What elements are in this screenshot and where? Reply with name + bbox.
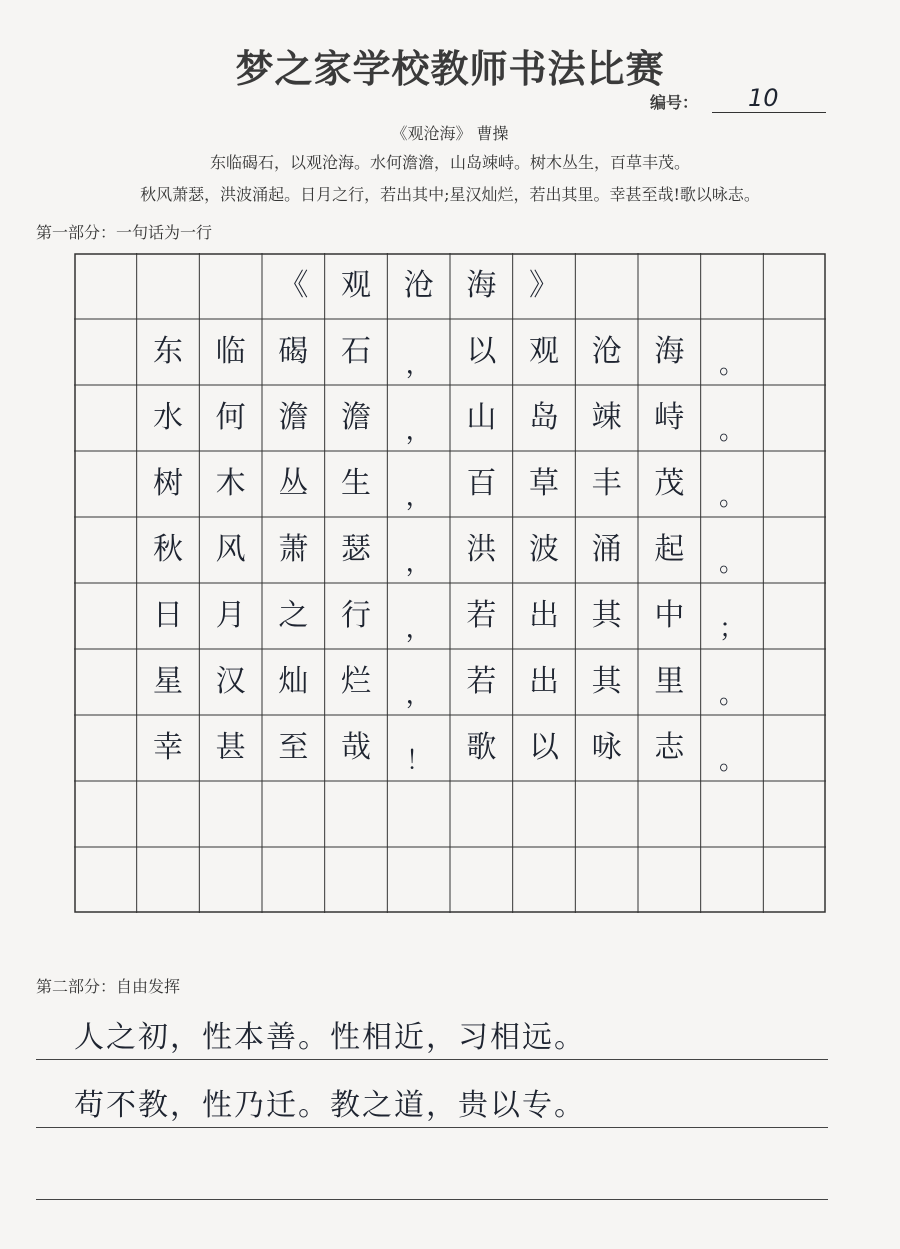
grid-cell-char: 起 [654, 532, 685, 567]
grid-cell-char: 至 [278, 730, 309, 765]
poem-line-2: 秋风萧瑟，洪波涌起。日月之行，若出其中;星汉灿烂，若出其里。幸甚至哉!歌以咏志。 [140, 185, 760, 204]
grid-cell-char: 澹 [340, 400, 371, 435]
grid-cell-char: 星 [152, 664, 183, 699]
grid-cell-char: 烂 [340, 664, 371, 699]
grid-cell-char: 。 [718, 416, 745, 446]
grid-cell-char: 风 [215, 532, 246, 567]
grid-cell-char: 若 [466, 598, 497, 633]
grid-cell-char: 树 [152, 466, 183, 501]
grid-cell-char: 百 [466, 466, 497, 501]
serial-value: 10 [748, 84, 779, 112]
grid-cell-char: ， [405, 548, 432, 578]
grid-cell-char: 海 [466, 268, 497, 303]
grid-cell-char: 。 [718, 746, 745, 776]
grid-cell-char: 海 [654, 334, 685, 369]
grid-cell-char: 咏 [591, 730, 622, 765]
grid-cell-char: 中 [654, 598, 685, 633]
grid-cell-char: 沧 [403, 268, 434, 303]
grid-cell-char: ， [405, 680, 432, 710]
grid-cell-char: 其 [591, 598, 622, 633]
grid-cell-char: 志 [654, 730, 685, 765]
grid-cell-char: 以 [528, 730, 559, 765]
grid-cell-char: ， [405, 416, 432, 446]
free-writing-text: 苟不教，性乃迁。教之道，贵以专。 [74, 1088, 586, 1123]
grid-cell-char: 生 [340, 466, 371, 501]
grid-cell-char: 石 [340, 334, 371, 369]
grid-cell-char: 歌 [466, 730, 497, 765]
grid-cell-char: 哉 [340, 730, 371, 765]
grid-cell-char: 观 [340, 268, 371, 303]
grid-cell-char: 。 [718, 548, 745, 578]
grid-cell-char: 茂 [654, 466, 685, 501]
serial-underline [712, 112, 826, 113]
ruled-line [36, 1199, 828, 1200]
grid-cell-char: ， [405, 350, 432, 380]
grid-cell-char: 何 [215, 400, 246, 435]
grid-cell-char: 出 [528, 664, 559, 699]
grid-cell-char: 。 [718, 350, 745, 380]
grid-cell-char: 。 [718, 482, 745, 512]
grid-cell-char: 其 [591, 664, 622, 699]
grid-cell-char: 《 [278, 268, 309, 303]
grid-cell-char: ， [405, 482, 432, 512]
grid-cell-char: 碣 [278, 334, 309, 369]
serial-label: 编号： [650, 93, 699, 112]
grid-cell-char: 东 [152, 334, 183, 369]
writing-grid [74, 253, 826, 913]
free-writing-line-1 [36, 1000, 828, 1060]
grid-cell-char: 灿 [278, 664, 309, 699]
page-title: 梦之家学校教师书法比赛 [235, 47, 665, 91]
grid-cell-char: 临 [215, 334, 246, 369]
grid-cell-char: 幸 [152, 730, 183, 765]
grid-cell-char: 水 [152, 400, 183, 435]
part1-label: 第一部分：一句话为一行 [36, 223, 213, 242]
grid-cell-char: 山 [466, 400, 497, 435]
grid-cell-char: 出 [528, 598, 559, 633]
grid-cell-char: ， [405, 614, 432, 644]
serial-number-field [650, 86, 830, 114]
grid-cell-char: 木 [215, 466, 246, 501]
grid-cell-char: 若 [466, 664, 497, 699]
grid-cell-char: 丛 [278, 466, 309, 501]
free-writing-text: 人之初，性本善。性相近，习相远。 [74, 1020, 586, 1055]
grid-cell-char: 澹 [278, 400, 309, 435]
grid-cell-char: 汉 [215, 664, 246, 699]
grid-cell-char: 之 [278, 598, 309, 633]
grid-cell-char: 。 [718, 680, 745, 710]
grid-cell-char: 以 [466, 334, 497, 369]
grid-cell-char: ； [718, 614, 745, 644]
ruled-line [36, 1059, 828, 1060]
grid-cell-char: 竦 [591, 400, 622, 435]
grid-cell-char: 瑟 [340, 532, 371, 567]
part2-label: 第二部分：自由发挥 [36, 977, 181, 996]
grid-cell-char: 岛 [528, 400, 559, 435]
grid-cell-char: 月 [215, 598, 246, 633]
free-writing-line-2 [36, 1068, 828, 1128]
grid-cell-char: ！ [405, 746, 432, 776]
poem-line-1: 东临碣石，以观沧海。水何澹澹，山岛竦峙。树木丛生，百草丰茂。 [209, 153, 690, 172]
grid-cell-char: 洪 [466, 532, 497, 567]
grid-cell-char: 峙 [654, 400, 685, 435]
grid-cell-char: 草 [528, 466, 559, 501]
grid-cell-char: 秋 [152, 532, 183, 567]
grid-cell-char: 》 [528, 268, 559, 303]
grid-cell-char: 观 [528, 334, 559, 369]
grid-cell-char: 涌 [591, 532, 622, 567]
ruled-line [36, 1127, 828, 1128]
grid-cell-char: 丰 [591, 466, 622, 501]
grid-cell-char: 萧 [278, 532, 309, 567]
free-writing-line-3 [36, 1140, 828, 1200]
grid-cell-char: 波 [528, 532, 559, 567]
grid-cell-char: 行 [340, 598, 371, 633]
grid-cell-char: 日 [152, 598, 183, 633]
grid-cell-char: 沧 [591, 334, 622, 369]
grid-cell-char: 甚 [215, 730, 246, 765]
grid-cell-char: 里 [654, 664, 685, 699]
poem-heading: 《观沧海》 曹操 [391, 124, 509, 143]
